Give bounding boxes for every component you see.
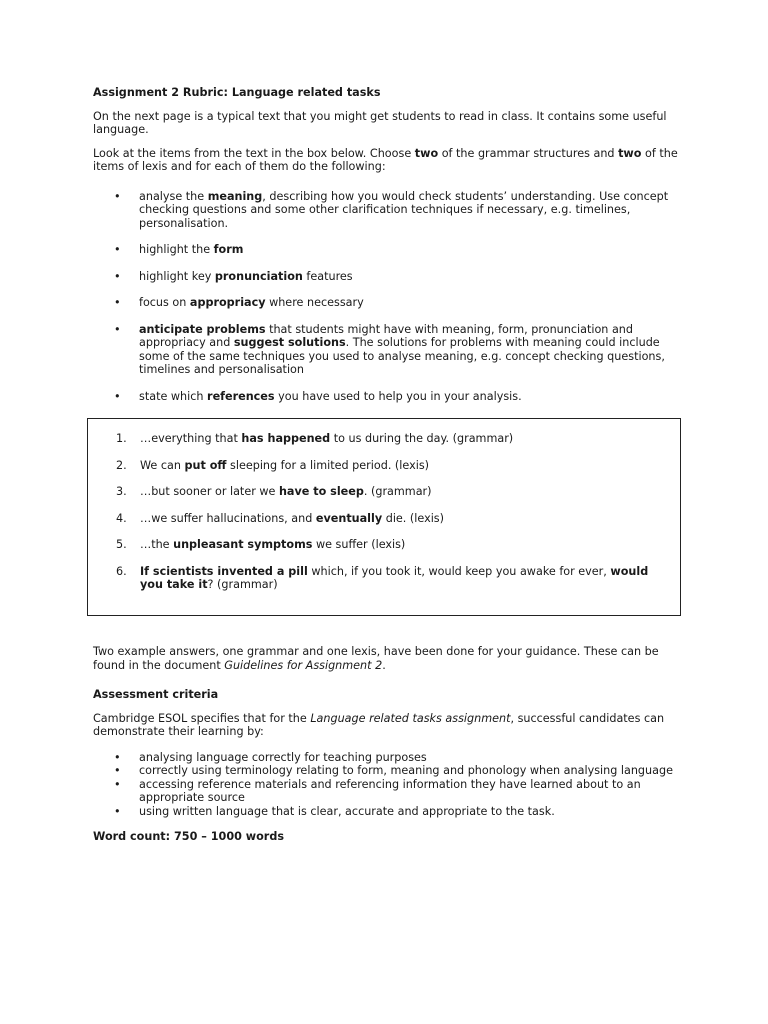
assessment-criteria-heading: Assessment criteria [93, 688, 219, 701]
items-list [88, 419, 680, 592]
task-bullet-problems: • anticipate problems that students might have with meaning, form, pronunciation and appropriacy and suggest solutions. The solutions for problems with meaning could include some of the same techniques you used to analyse meaning, e.g. concept checking questions, timelines and personalisation [93, 323, 683, 377]
document-title: Assignment 2 Rubric: Language related tasks [93, 86, 381, 99]
task-bullet-references: • state which references you have used to help you in your analysis. [93, 390, 683, 404]
task-bullet-list [93, 190, 683, 404]
word-count: Word count: 750 – 1000 words [93, 830, 284, 843]
examples-paragraph: Two example answers, one grammar and one lexis, have been done for your guidance. These can be found in the document Guidelines for Assignment 2. [93, 645, 659, 672]
items-box [87, 418, 681, 616]
item-1: 1. …everything that has happened to us during the day. (grammar) [116, 432, 514, 445]
task-bullet-pronunciation: • highlight key pronunciation features [93, 270, 683, 284]
item-6: 6. If scientists invented a pill which, if you took it, would keep you awake for ever, would you take it? (grammar) [116, 564, 649, 591]
criteria-item: • correctly using terminology relating to form, meaning and phonology when analysing language [93, 764, 683, 778]
instruction-paragraph: Look at the items from the text in the box below. Choose two of the grammar structures and two of the items of lexis and for each of them do the following: [93, 146, 678, 173]
item-4: 4. …we suffer hallucinations, and eventually die. (lexis) [116, 511, 444, 525]
intro-paragraph: On the next page is a typical text that you might get students to read in class. It contains some useful language. [93, 109, 667, 136]
criteria-item: • using written language that is clear, accurate and appropriate to the task. [93, 805, 683, 819]
lower-section [93, 645, 683, 844]
task-bullet-meaning: • analyse the meaning, describing how you would check students’ understanding. Use concept checking questions and some other clarification techniques if necessary, e.g. timelines, personalisation. [93, 190, 683, 231]
item-5: 5. …the unpleasant symptoms we suffer (lexis) [116, 538, 406, 551]
task-bullet-appropriacy: • focus on appropriacy where necessary [93, 296, 683, 310]
item-3: 3. …but sooner or later we have to sleep. (grammar) [116, 485, 432, 498]
criteria-item: • accessing reference materials and referencing information they have learned about to an appropriate source [93, 778, 683, 805]
item-2: 2. We can put off sleeping for a limited period. (lexis) [116, 458, 430, 472]
criteria-intro-paragraph: Cambridge ESOL specifies that for the Language related tasks assignment, successful candidates can demonstrate their learning by: [93, 711, 665, 738]
task-bullet-form: • highlight the form [93, 243, 683, 257]
document-body [93, 86, 683, 416]
criteria-list [93, 751, 683, 819]
criteria-item: • analysing language correctly for teaching purposes [93, 751, 683, 765]
